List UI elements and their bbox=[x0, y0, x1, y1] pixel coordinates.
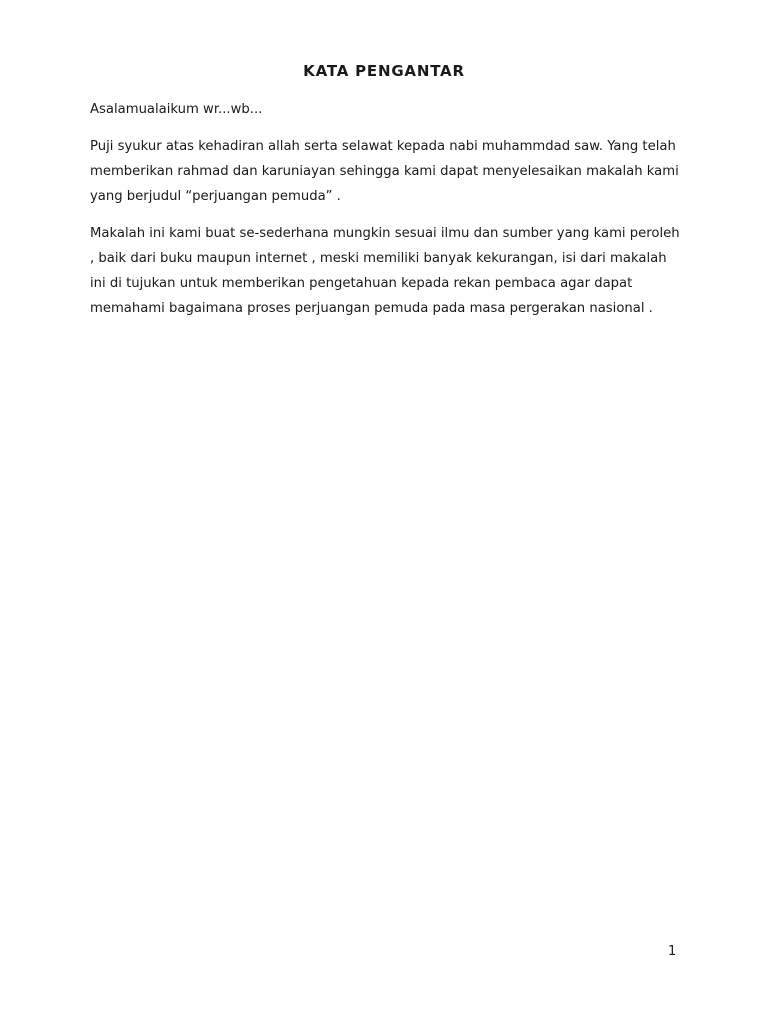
document-body bbox=[90, 97, 680, 333]
page-number: 1 bbox=[668, 944, 677, 959]
greeting-paragraph: Asalamualaikum wr...wb... bbox=[90, 102, 263, 117]
body-paragraph-1: Puji syukur atas kehadiran allah serta selawat kepada nabi muhammdad saw. Yang telah memberikan rahmad dan karuniayan sehingga kami dapat menyelesaikan makalah kami yang berjudul “perjuangan pemuda” . bbox=[90, 139, 679, 204]
page-title: KATA PENGANTAR bbox=[303, 62, 465, 80]
body-paragraph-2: Makalah ini kami buat se-sederhana mungkin sesuai ilmu dan sumber yang kami peroleh , baik dari buku maupun internet , meski memiliki banyak kekurangan, isi dari makalah ini di tujukan untuk memberikan pengetahuan kepada rekan pembaca agar dapat memahami bagaimana proses perjuangan pemuda pada masa pergerakan nasional . bbox=[90, 226, 680, 316]
